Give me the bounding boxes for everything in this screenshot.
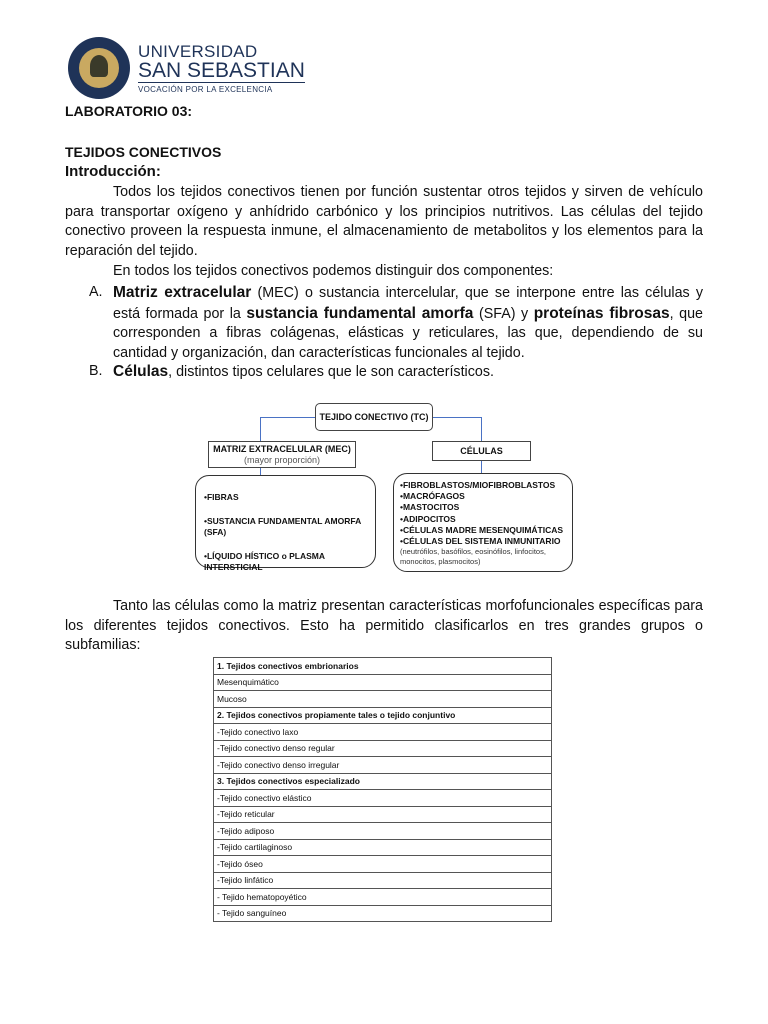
table-cell: -Tejido conectivo denso regular (214, 740, 552, 757)
connector-line (260, 417, 261, 441)
cell-item: •MACRÓFAGOS (400, 491, 465, 502)
text: , distintos tipos celulares que le son característicos. (168, 364, 494, 380)
intro-heading: Introducción: (65, 163, 161, 180)
table-cell: -Tejido conectivo elástico (214, 790, 552, 807)
table-row (214, 674, 552, 691)
table-cell: 3. Tejidos conectivos especializado (214, 773, 552, 790)
table-cell: -Tejido conectivo denso irregular (214, 757, 552, 774)
cell-note: (neutrófilos, basófilos, eosinófilos, linfocitos, monocitos, plasmocitos) (400, 547, 546, 567)
mec-items-box (195, 475, 376, 572)
term-sfa: sustancia fundamental amorfa (246, 304, 474, 322)
mec-label: MATRIZ EXTRACELULAR (MEC) (213, 444, 351, 454)
table-row (214, 823, 552, 840)
table-cell: -Tejido adiposo (214, 823, 552, 840)
list-item-b (113, 362, 703, 383)
table-cell: Mucoso (214, 691, 552, 708)
mec-item: •FIBRAS (204, 492, 239, 502)
table-row (214, 790, 552, 807)
term-mec: Matriz extracelular (113, 284, 252, 301)
table-row (214, 724, 552, 741)
table-row (214, 707, 552, 724)
classification-paragraph: Tanto las células como la matriz presentan características morfofuncionales específicas para los diferentes tejidos conectivos. Esto ha permitido clasificarlos en tres grandes grupos o subfamilias: (65, 598, 703, 654)
topic-title: TEJIDOS CONECTIVOS (65, 144, 222, 160)
mec-node (208, 441, 356, 468)
mec-item: •SUSTANCIA FUNDAMENTAL AMORFA (SFA) (204, 516, 361, 537)
list-marker-a: A. (89, 284, 103, 300)
mec-sublabel: (mayor proporción) (243, 455, 321, 465)
table-cell: -Tejido reticular (214, 806, 552, 823)
list-marker-b: B. (89, 363, 103, 379)
university-seal-icon (68, 37, 130, 99)
classification-table (213, 657, 552, 922)
text: , que corresponden a fibras colágenas, elásticas y reticulares, las que, dependiendo de su cantidad y organización, dan características funcionales al tejido. (113, 305, 703, 362)
cells-items-box (393, 473, 573, 572)
table-row (214, 856, 552, 873)
connector-line (432, 417, 482, 418)
table-cell: -Tejido cartilaginoso (214, 839, 552, 856)
table-cell: -Tejido óseo (214, 856, 552, 873)
table-row (214, 806, 552, 823)
lab-title: LABORATORIO 03: (65, 103, 193, 119)
logo-tagline: VOCACIÓN POR LA EXCELENCIA (138, 84, 273, 94)
table-cell: -Tejido linfático (214, 872, 552, 889)
term-cells: Células (113, 363, 169, 380)
cell-item: •FIBROBLASTOS/MIOFIBROBLASTOS (400, 480, 556, 490)
root-node: TEJIDO CONECTIVO (TC) (315, 403, 433, 431)
table-row (214, 740, 552, 757)
table-row (214, 872, 552, 889)
table-row (214, 839, 552, 856)
table-cell: 1. Tejidos conectivos embrionarios (214, 658, 552, 675)
table-row (214, 889, 552, 906)
cell-item: •MASTOCITOS (400, 502, 460, 513)
text: (SFA) y (473, 305, 534, 322)
university-logo (68, 37, 305, 99)
connector-line (481, 417, 482, 441)
table-cell: - Tejido hematopoyético (214, 889, 552, 906)
connector-line (260, 467, 261, 475)
table-row (214, 773, 552, 790)
components-paragraph: En todos los tejidos conectivos podemos distinguir dos componentes: (113, 263, 554, 279)
list-item-a (113, 283, 703, 364)
table-cell: Mesenquimático (214, 674, 552, 691)
mec-item: •LÍQUIDO HÍSTICO o PLASMA INTERSTICIAL (204, 551, 325, 572)
table-row (214, 691, 552, 708)
connector-line (481, 460, 482, 473)
table-cell: -Tejido conectivo laxo (214, 724, 552, 741)
intro-paragraph: Todos los tejidos conectivos tienen por función sustentar otros tejidos y sirven de vehículo para transportar oxígeno y anhídrido carbónico y los principios nutritivos. Las células del tejido conectivo proveen la respuesta inmune, el almacenamiento de metabolitos y los elementos para la reparación del tejido. (65, 184, 703, 260)
cell-item: •CÉLULAS DEL SISTEMA INMUNITARIO (400, 536, 561, 547)
cells-node: CÉLULAS (432, 441, 531, 461)
connector-line (260, 417, 316, 418)
table-cell: - Tejido sanguíneo (214, 905, 552, 922)
cell-item: •CÉLULAS MADRE MESENQUIMÁTICAS (400, 524, 564, 535)
logo-line2: SAN SEBASTIAN (138, 58, 305, 82)
term-proteins: proteínas fibrosas (533, 304, 670, 322)
table-row (214, 658, 552, 675)
cell-item: •ADIPOCITOS (400, 513, 456, 524)
table-cell: 2. Tejidos conectivos propiamente tales o tejido conjuntivo (214, 707, 552, 724)
table-row (214, 757, 552, 774)
table-row (214, 905, 552, 922)
text: (MEC) o sustancia intercelular, que se interpone entre las células y está formada por la (113, 285, 703, 322)
logo-line1: UNIVERSIDAD (138, 41, 258, 61)
